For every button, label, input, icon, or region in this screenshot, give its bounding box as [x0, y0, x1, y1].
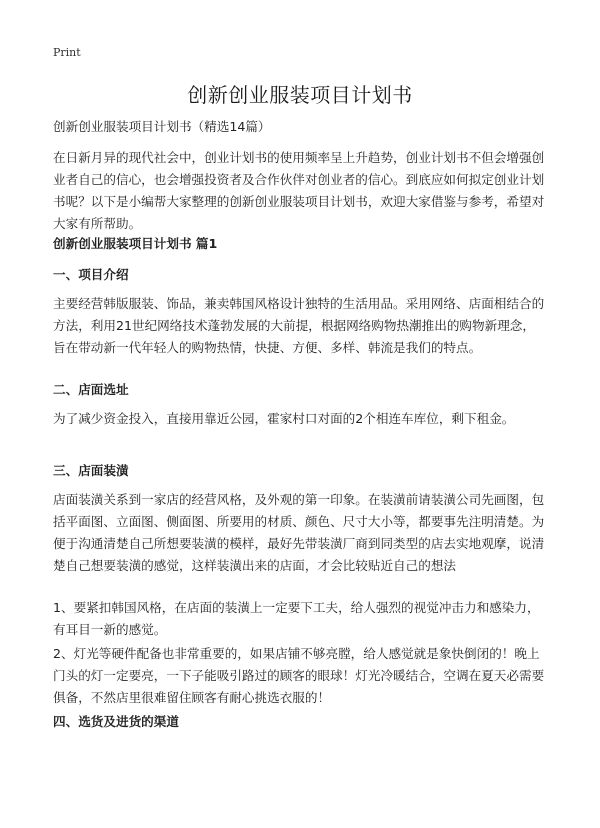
section-heading-store-decoration: 三、店面装潢 — [53, 463, 129, 478]
section-heading-store-location: 二、店面选址 — [53, 382, 129, 397]
section-paragraph: 店面装潢关系到一家店的经营风格，及外观的第一印象。在装潢前请装潢公司先画图，包括平面图、立面图、侧面图、所要用的材质、颜色、尺寸大小等，都要事先注明清楚。为便于沟通清楚自己所想要装潢的模样，最好先带装潢厂商到同类型的店去实地观摩，说清楚自己想要装潢的感觉，这样装潢出来的店面，才会比较贴近自己的想法 — [53, 492, 545, 573]
section-heading-sourcing: 四、选货及进货的渠道 — [53, 714, 179, 729]
intro-paragraph: 在日新月异的现代社会中，创业计划书的使用频率呈上升趋势，创业计划书不但会增强创业者自己的信心，也会增强投资者及合作伙伴对创业者的信心。到底应如何拟定创业计划书呢？以下是小编帮大家整理的创新创业服装项目计划书，欢迎大家借鉴与参考，希望对大家有所帮助。 — [53, 150, 545, 231]
print-link[interactable]: Print — [53, 46, 81, 59]
section-paragraph: 1、要紧扣韩国风格，在店面的装潢上一定要下工夫，给人强烈的视觉冲击力和感染力，有耳目一新的感觉。 — [53, 600, 540, 637]
section-paragraph: 为了减少资金投入，直接用靠近公园，霍家村口对面的2个相连车库位，剩下租金。 — [53, 411, 515, 426]
section-paragraph: 主要经营韩版服装、饰品，兼卖韩国风格设计独特的生活用品。采用网络、店面相结合的方法，利用21世纪网络技术蓬勃发展的大前提，根据网络购物热潮推出的购物新理念，旨在带动新一代年轻人的购物热情，快捷、方便、多样、韩流是我们的特点。 — [53, 296, 545, 355]
document-subtitle: 创新创业服装项目计划书（精选14篇） — [53, 119, 271, 134]
section-paragraph: 2、灯光等硬件配备也非常重要的，如果店铺不够亮膛，给人感觉就是象快倒闭的！晚上门头的灯一定要亮，一下子能吸引路过的顾客的眼球！灯光冷暖结合，空调在夏天必需要俱备，不然店里很难留住顾客有耐心挑选衣服的！ — [53, 646, 545, 705]
section-heading-project-intro: 一、项目介绍 — [53, 267, 129, 282]
document-title: 创新创业服装项目计划书 — [187, 83, 413, 107]
chapter-title: 创新创业服装项目计划书 篇1 — [53, 236, 218, 251]
